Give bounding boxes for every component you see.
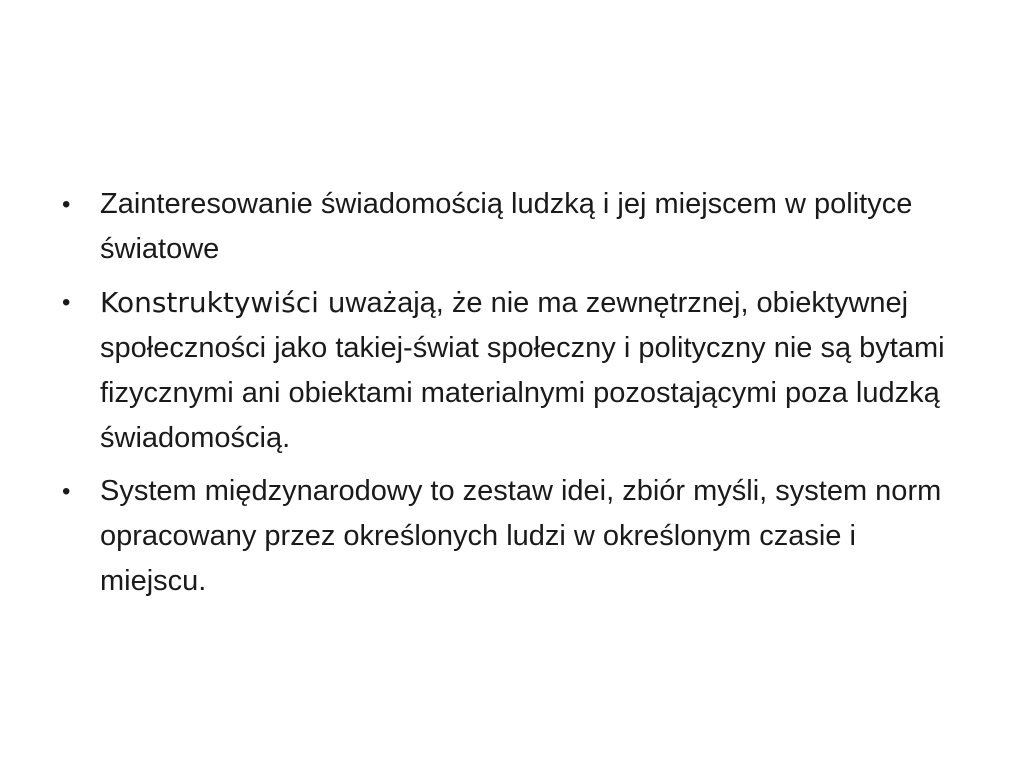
bullet-icon: •	[62, 289, 71, 316]
bullet-text-1: Zainteresowanie świadomością ludzką i jej miejscem w polityce światowe	[100, 188, 913, 265]
bullet-list	[62, 182, 962, 612]
bullet-text-2: ważają, że nie ma zewnętrznej, obiektywnej społeczności jako takiej-świat społeczny i polityczny nie są bytami fizycznymi ani obiektami materialnymi pozostającymi poza ludzką świadomością.	[100, 287, 945, 454]
bullet-item-1	[62, 182, 962, 272]
bullet-lead-2: Konstruktywiści u	[100, 286, 346, 319]
bullet-icon: •	[62, 191, 71, 218]
bullet-item-3	[62, 469, 962, 604]
bullet-text-3: System międzynarodowy to zestaw idei, zbiór myśli, system norm opracowany przez określonych ludzi w określonym czasie i miejscu.	[100, 475, 942, 597]
bullet-item-2	[62, 280, 962, 461]
bullet-icon: •	[62, 478, 71, 505]
